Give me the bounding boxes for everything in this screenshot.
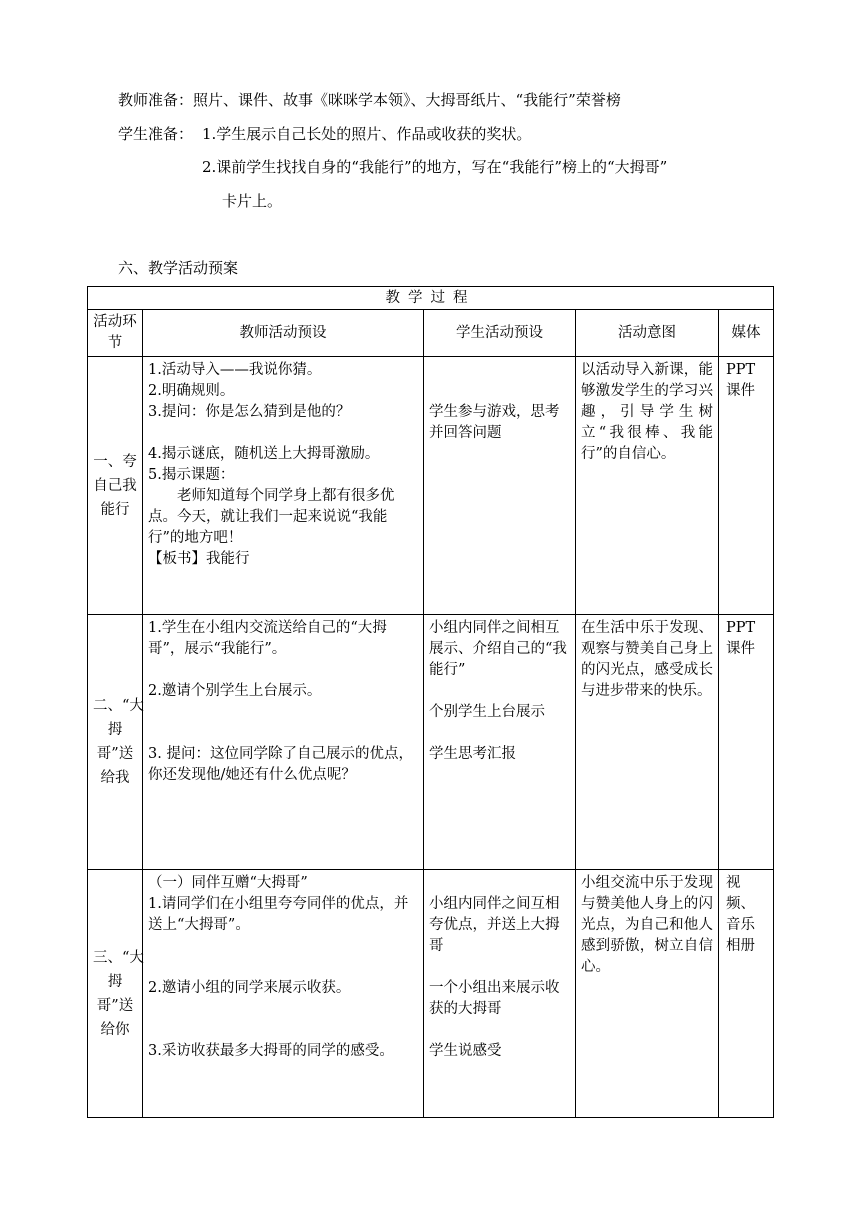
- student-step: 一个小组出来展示收获的大拇哥: [429, 980, 560, 1017]
- header-media: 媒体: [719, 310, 774, 357]
- table-row: [88, 615, 774, 870]
- header-stage: 活动环节: [88, 310, 143, 357]
- lesson-process-table: [87, 286, 774, 1118]
- table-row: [88, 357, 774, 615]
- teacher-step: 【板书】我能行: [148, 551, 250, 567]
- intent-cell: 以活动导入新课，能够激发学生的学习兴趣，引导学生树立“我很棒、我能行”的自信心。: [576, 357, 719, 615]
- student-cell: [424, 357, 576, 615]
- teacher-cell: [143, 357, 424, 615]
- media-cell: PPT课件: [719, 615, 774, 870]
- teacher-step: （一）同伴互赠“大拇哥”: [148, 875, 308, 891]
- teacher-step: 3. 提问：这位同学除了自己展示的优点，你还发现他/她还有什么优点呢？: [148, 746, 413, 783]
- teacher-prep: 教师准备：照片、课件、故事《咪咪学本领》、大拇哥纸片、“我能行”荣誉榜: [118, 91, 621, 109]
- teacher-step: 4.揭示谜底，随机送上大拇哥激励。: [148, 446, 380, 462]
- student-cell: [424, 870, 576, 1118]
- student-step: 学生参与游戏，思考并回答问题: [429, 404, 560, 441]
- teacher-step: 老师知道每个同学身上都有很多优点。今天，就让我们一起来说说“我能行”的地方吧！: [148, 488, 395, 546]
- teacher-step: 1.活动导入——我说你猜。: [148, 362, 322, 378]
- student-prep-2: 2.课前学生找找自身的“我能行”的地方，写在“我能行”榜上的“大拇哥”: [202, 158, 668, 176]
- teacher-step: 1.学生在小组内交流送给自己的“大拇哥”，展示“我能行”。: [148, 620, 387, 657]
- teacher-step: 3.采访收获最多大拇哥的同学的感受。: [148, 1043, 394, 1059]
- table-row: [88, 870, 774, 1118]
- student-prep-label: 学生准备：: [118, 125, 194, 143]
- intent-cell: 小组交流中乐于发现与赞美他人身上的闪光点，为自己和他人感到骄傲，树立自信心。: [576, 870, 719, 1118]
- header-teacher: 教师活动预设: [143, 310, 424, 357]
- header-intent: 活动意图: [576, 310, 719, 357]
- table-title: 教学过程: [88, 287, 774, 310]
- teacher-step: 1.请同学们在小组里夸夸同伴的优点，并送上“大拇哥”。: [148, 896, 409, 933]
- teacher-step: 2.邀请个别学生上台展示。: [148, 683, 322, 699]
- teacher-step: 2.邀请小组的同学来展示收获。: [148, 980, 351, 996]
- stage-cell: 一、夸自己我能行: [88, 357, 143, 615]
- teacher-cell: [143, 870, 424, 1118]
- intent-cell: 在生活中乐于发现、观察与赞美自己身上的闪光点，感受成长与进步带来的快乐。: [576, 615, 719, 870]
- media-cell: PPT课件: [719, 357, 774, 615]
- teacher-step: 2.明确规则。: [148, 383, 235, 399]
- student-step: 学生说感受: [429, 1043, 502, 1059]
- student-prep-1: 1.学生展示自己长处的照片、作品或收获的奖状。: [202, 125, 532, 143]
- teacher-cell: [143, 615, 424, 870]
- student-cell: [424, 615, 576, 870]
- teacher-step: 3.提问：你是怎么猜到是他的？: [148, 404, 351, 420]
- stage-cell: 二、“大拇哥”送给我: [88, 615, 143, 870]
- student-step: 小组内同伴之间互相夸优点，并送上大拇哥: [429, 896, 560, 954]
- stage-cell: 三、“大拇哥”送给你: [88, 870, 143, 1118]
- header-student: 学生活动预设: [424, 310, 576, 357]
- teacher-step: 5.揭示课题：: [148, 467, 235, 483]
- media-cell: 视频、音乐相册: [719, 870, 774, 1118]
- section-title: 六、教学活动预案: [118, 259, 239, 277]
- student-step: 个别学生上台展示: [429, 704, 545, 720]
- student-step: 小组内同伴之间相互展示、介绍自己的“我能行”: [429, 620, 567, 678]
- student-step: 学生思考汇报: [429, 746, 516, 762]
- student-prep-2b: 卡片上。: [222, 192, 283, 210]
